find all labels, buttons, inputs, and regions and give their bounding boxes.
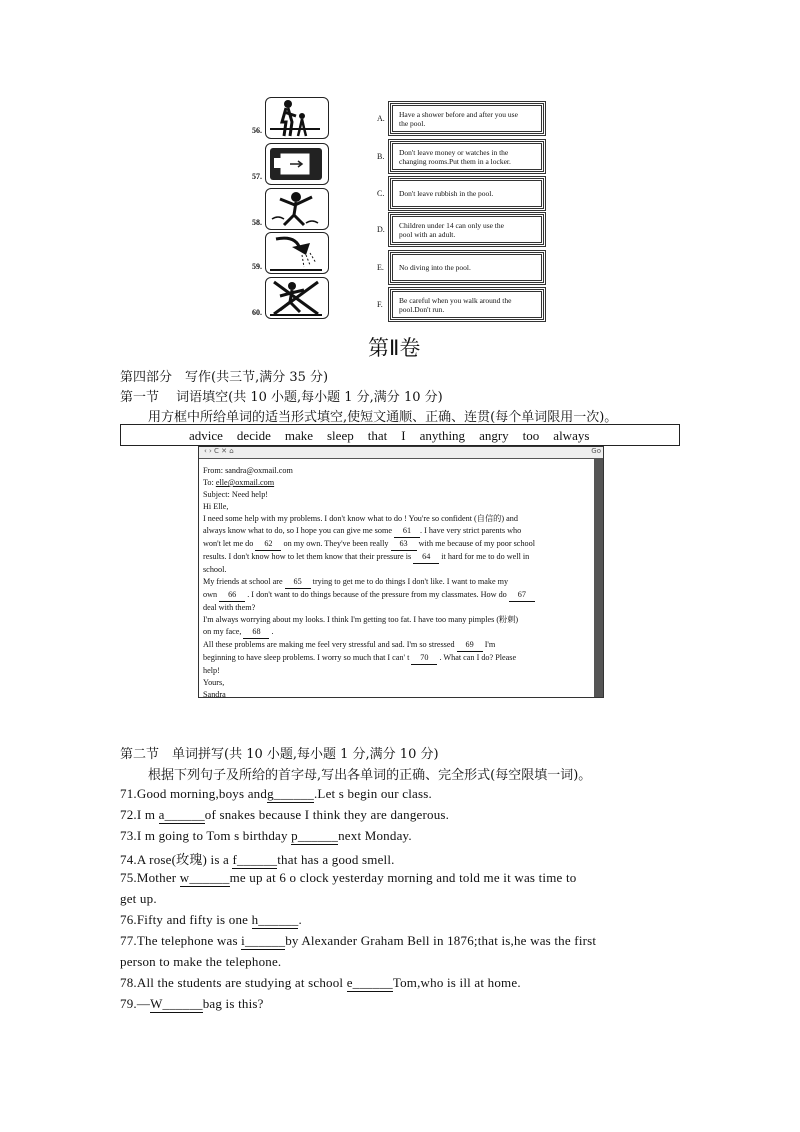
email-text: . What can I do? Please [437, 653, 517, 662]
email-line [203, 551, 535, 564]
option-letter: F. [377, 300, 383, 309]
question-line [120, 954, 281, 970]
word-bank-item: always [553, 428, 590, 443]
email-text: . I don't want to do things because of the pressure from my classmates. How do [245, 590, 509, 599]
blank-number: 61 [394, 525, 420, 538]
sign-text: No diving into the pool. [399, 263, 471, 272]
email-address-link: elle@oxmail.com [215, 478, 275, 487]
blank-number: 67 [509, 589, 535, 602]
word-bank-item: sleep [327, 428, 354, 443]
sign-option [390, 141, 544, 172]
word-bank-item: too [522, 428, 540, 443]
email-line [203, 465, 535, 477]
picture-number: 58. [252, 218, 262, 227]
picture-number: 56. [252, 126, 262, 135]
email-text: . [269, 627, 274, 636]
question-text: get up. [120, 891, 157, 906]
question-text: 72.I m [120, 807, 159, 822]
answer-blank[interactable]: f______ [232, 852, 278, 867]
email-text: I'm [482, 640, 496, 649]
email-text: school. [203, 565, 227, 574]
question-line [120, 891, 157, 907]
email-line [203, 576, 535, 589]
sign-option [390, 178, 544, 209]
question-text: 76.Fifty and fifty is one [120, 912, 252, 927]
word-bank [189, 428, 603, 444]
picture-number: 60. [252, 308, 262, 317]
email-text: My friends at school are [203, 577, 285, 586]
section-two-heading: 第二节 单词拼写(共 10 小题,每小题 1 分,满分 10 分) [120, 747, 439, 762]
sign-text: Children under 14 can only use the [399, 220, 504, 230]
email-text: on my own. They've been really [281, 539, 391, 548]
sign-text: changing rooms.Put them in a locker. [399, 156, 511, 166]
email-text: All these problems are making me feel very stressful and sad. I'm so stressed [203, 640, 457, 649]
shower-icon [265, 232, 329, 274]
email-text: From: sandra@oxmail.com [203, 466, 293, 475]
answer-blank[interactable]: g______ [267, 786, 314, 801]
question-text: 75.Mother [120, 870, 180, 885]
email-text: deal with them? [203, 603, 256, 612]
email-text: on my face, [203, 627, 244, 636]
question-text: bag is this? [202, 996, 264, 1011]
option-letter: B. [377, 152, 385, 161]
word-bank-item: decide [236, 428, 271, 443]
question-line [120, 996, 264, 1013]
go-button[interactable]: Go [591, 447, 601, 455]
option-letter: E. [377, 263, 384, 272]
email-line [203, 614, 535, 626]
blank-number: 63 [391, 538, 417, 551]
question-line [120, 786, 432, 803]
email-line [203, 564, 535, 576]
email-line [203, 602, 535, 614]
email-line [203, 677, 535, 689]
answer-blank[interactable]: a______ [158, 807, 205, 822]
email-body [203, 465, 535, 701]
blank-number: 66 [219, 589, 245, 602]
word-bank-item: advice [189, 428, 223, 443]
word-bank-item: make [284, 428, 313, 443]
email-line [203, 639, 535, 652]
question-line [120, 912, 302, 929]
email-line [203, 477, 535, 489]
question-text: 79.— [120, 996, 151, 1011]
email-line [203, 689, 535, 701]
question-text: 71.Good morning,boys and [120, 786, 268, 801]
picture-number: 57. [252, 172, 262, 181]
section-one-instruction: 用方框中所给单词的适当形式填空,使短文通顺、正确、连贯(每个单词限用一次)。 [148, 410, 618, 425]
blank-number: 69 [457, 639, 483, 652]
email-text: Sandra [203, 690, 226, 699]
option-letter: C. [377, 189, 385, 198]
email-line [203, 525, 535, 538]
question-line [120, 870, 577, 887]
option-letter: D. [377, 225, 385, 234]
email-text: results. I don't know how to let them know that their pressure is [203, 552, 414, 561]
question-line [120, 933, 596, 950]
sign-option [390, 214, 544, 245]
question-text: me up at 6 o clock yesterday morning and told me it was time to [229, 870, 577, 885]
no-running-icon [265, 277, 329, 319]
question-line [120, 807, 449, 824]
section-two-instruction: 根据下列句子及所给的首字母,写出各单词的正确、完全形式(每空限填一词)。 [148, 768, 592, 783]
picture-number: 59. [252, 262, 262, 271]
question-text: that has a good smell. [277, 852, 395, 867]
question-text: 74.A rose(玫瑰) is a [120, 852, 233, 867]
email-text: always know what to do, so I hope you can give me some [203, 526, 395, 535]
question-text: of snakes because I think they are dangerous. [204, 807, 450, 822]
question-text: Tom,who is ill at home. [392, 975, 521, 990]
email-text: Yours, [203, 678, 225, 687]
word-bank-item: I [401, 428, 406, 443]
parent-child-icon [265, 97, 329, 139]
option-letter: A. [377, 114, 385, 123]
answer-blank[interactable]: w______ [179, 870, 230, 885]
email-text: own [203, 590, 220, 599]
question-text: person to make the telephone. [120, 954, 282, 969]
email-text: To: [203, 478, 216, 487]
diving-figure-icon [265, 188, 329, 230]
answer-blank[interactable]: p______ [291, 828, 339, 843]
sign-option [390, 103, 544, 134]
question-line [120, 828, 412, 845]
sign-text: pool.Don't run. [399, 304, 445, 314]
question-text: 78.All the students are studying at school [120, 975, 347, 990]
email-line [203, 652, 535, 665]
word-bank-box [120, 424, 680, 446]
question-text: .Let s begin our class. [313, 786, 432, 801]
word-bank-item: that [367, 428, 388, 443]
question-line [120, 975, 521, 992]
email-line [203, 665, 535, 677]
sign-text: the pool. [399, 118, 426, 128]
sign-option [390, 289, 544, 320]
answer-blank[interactable]: e______ [346, 975, 393, 990]
answer-blank[interactable]: i______ [241, 933, 286, 948]
answer-blank[interactable]: W______ [150, 996, 203, 1011]
email-text: Hi Elle, [203, 502, 229, 511]
browser-nav-icons[interactable]: ‹ › C ✕ ⌂ [204, 447, 234, 455]
question-line [120, 849, 395, 869]
scrollbar[interactable] [594, 459, 603, 697]
blank-number: 70 [411, 652, 437, 665]
sign-text: Don't leave rubbish in the pool. [399, 189, 494, 198]
part-four-heading: 第四部分 写作(共三节,满分 35 分) [120, 370, 329, 385]
email-text: trying to get me to do things I don't like. I want to make my [310, 577, 509, 586]
volume-title: 第Ⅱ卷 [368, 336, 421, 360]
email-line [203, 513, 535, 525]
answer-blank[interactable]: h______ [251, 912, 299, 927]
email-text: I'm always worrying about my looks. I think I'm getting too fat. I have too many pimples (粉刺) [203, 615, 519, 624]
question-text: 73.I m going to Tom s birthday [120, 828, 292, 843]
email-text: help! [203, 666, 220, 675]
section-one-heading: 第一节 词语填空(共 10 小题,每小题 1 分,满分 10 分) [120, 390, 443, 405]
email-text: Subject: Need help! [203, 490, 269, 499]
sign-text: Don't leave money or watches in the [399, 147, 509, 157]
email-line [203, 538, 535, 551]
sign-text: Be careful when you walk around the [399, 295, 512, 305]
email-text: beginning to have sleep problems. I worry so much that I can' t [203, 653, 412, 662]
email-text: won't let me do [203, 539, 256, 548]
email-window [198, 446, 604, 698]
email-line [203, 589, 535, 602]
sign-text: pool with an adult. [399, 229, 456, 239]
browser-toolbar [199, 447, 603, 459]
question-text: by Alexander Graham Bell in 1876;that is,he was the first [285, 933, 597, 948]
word-bank-item: angry [479, 428, 509, 443]
blank-number: 64 [413, 551, 439, 564]
email-text: with me because of my poor school [416, 539, 535, 548]
question-text: next Monday. [338, 828, 412, 843]
blank-number: 62 [255, 538, 281, 551]
email-text: . I have very strict parents who [420, 526, 522, 535]
word-bank-item: anything [419, 428, 466, 443]
blank-number: 68 [243, 626, 269, 639]
question-text: 77.The telephone was [120, 933, 242, 948]
sign-text: Have a shower before and after you use [399, 109, 518, 119]
email-text: it hard for me to do well in [439, 552, 530, 561]
email-line [203, 489, 535, 501]
email-text: I need some help with my problems. I don't know what to do ! You're so confident (自信的) and [203, 514, 518, 523]
locker-icon [265, 143, 329, 185]
sign-option [390, 252, 544, 283]
blank-number: 65 [285, 576, 311, 589]
email-line [203, 626, 535, 639]
email-line [203, 501, 535, 513]
question-text: . [298, 912, 302, 927]
